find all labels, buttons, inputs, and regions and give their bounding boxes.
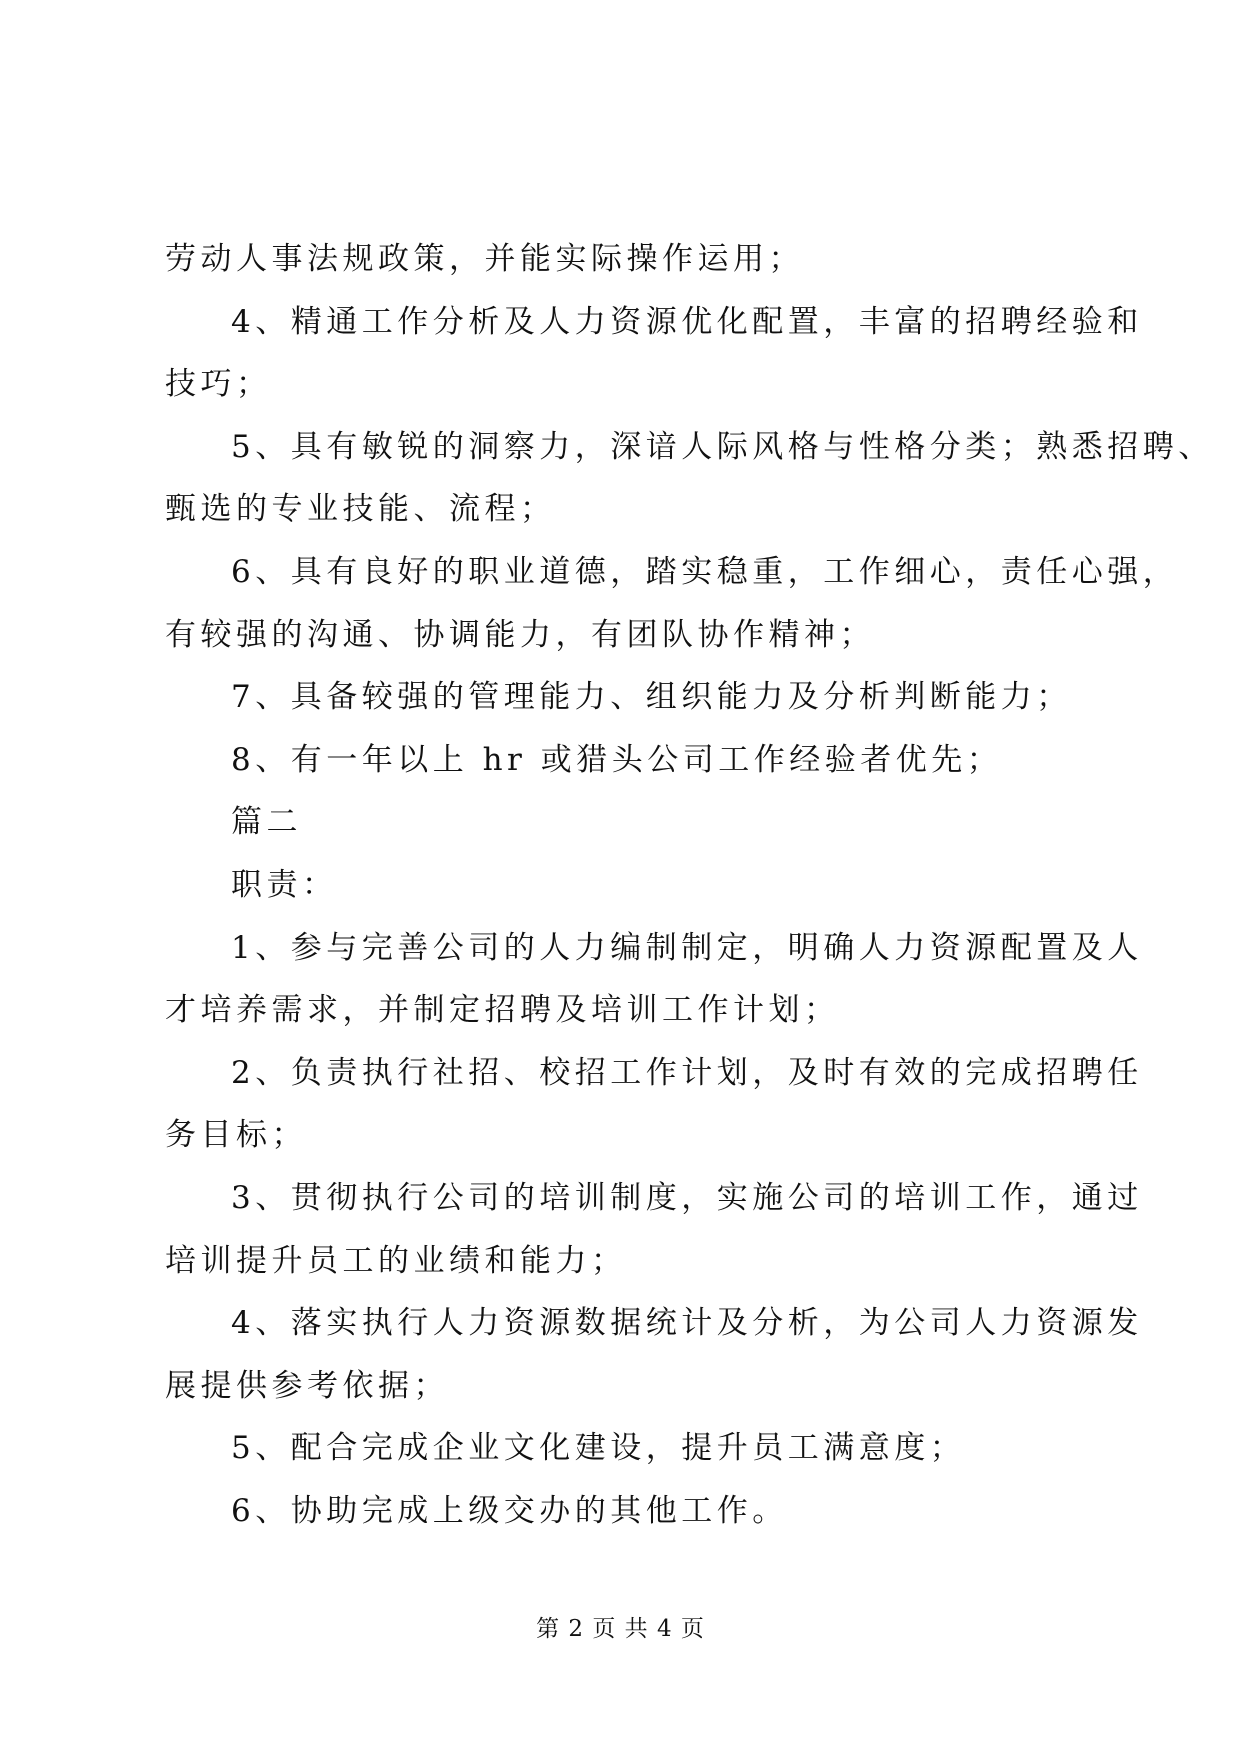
text-line: 5、具有敏锐的洞察力，深谙人际风格与性格分类；熟悉招聘、 [231, 428, 1214, 465]
text-line: 6、协助完成上级交办的其他工作。 [231, 1492, 788, 1529]
text-line: 篇二 [231, 804, 302, 841]
text-line: 7、具备较强的管理能力、组织能力及分析判断能力； [231, 679, 1072, 716]
page-footer: 第 2 页 共 4 页 [536, 1616, 705, 1642]
text-line: 8、有一年以上 hr 或猎头公司工作经验者优先； [231, 741, 1003, 778]
text-line: 培训提升员工的业绩和能力； [165, 1242, 627, 1279]
text-line: 展提供参考依据； [165, 1367, 449, 1404]
text-line: 职责： [231, 866, 338, 903]
text-line: 技巧； [165, 366, 272, 403]
text-line: 6、具有良好的职业道德，踏实稳重，工作细心，责任心强， [231, 553, 1179, 590]
text-line: 甄选的专业技能、流程； [165, 491, 556, 528]
text-line: 3、贯彻执行公司的培训制度，实施公司的培训工作，通过 [231, 1179, 1143, 1216]
text-line: 5、配合完成企业文化建设，提升员工满意度； [231, 1430, 966, 1467]
text-line: 有较强的沟通、协调能力，有团队协作精神； [165, 616, 875, 653]
text-line: 4、落实执行人力资源数据统计及分析，为公司人力资源发 [231, 1305, 1143, 1342]
text-line: 4、精通工作分析及人力资源优化配置，丰富的招聘经验和 [231, 303, 1143, 340]
document-body [165, 228, 1214, 1542]
text-line: 2、负责执行社招、校招工作计划，及时有效的完成招聘任 [231, 1054, 1143, 1091]
text-line: 务目标； [165, 1117, 307, 1154]
text-line: 劳动人事法规政策，并能实际操作运用； [165, 241, 804, 277]
text-line: 才培养需求，并制定招聘及培训工作计划； [165, 992, 840, 1029]
text-line: 1、参与完善公司的人力编制制定，明确人力资源配置及人 [231, 929, 1143, 966]
